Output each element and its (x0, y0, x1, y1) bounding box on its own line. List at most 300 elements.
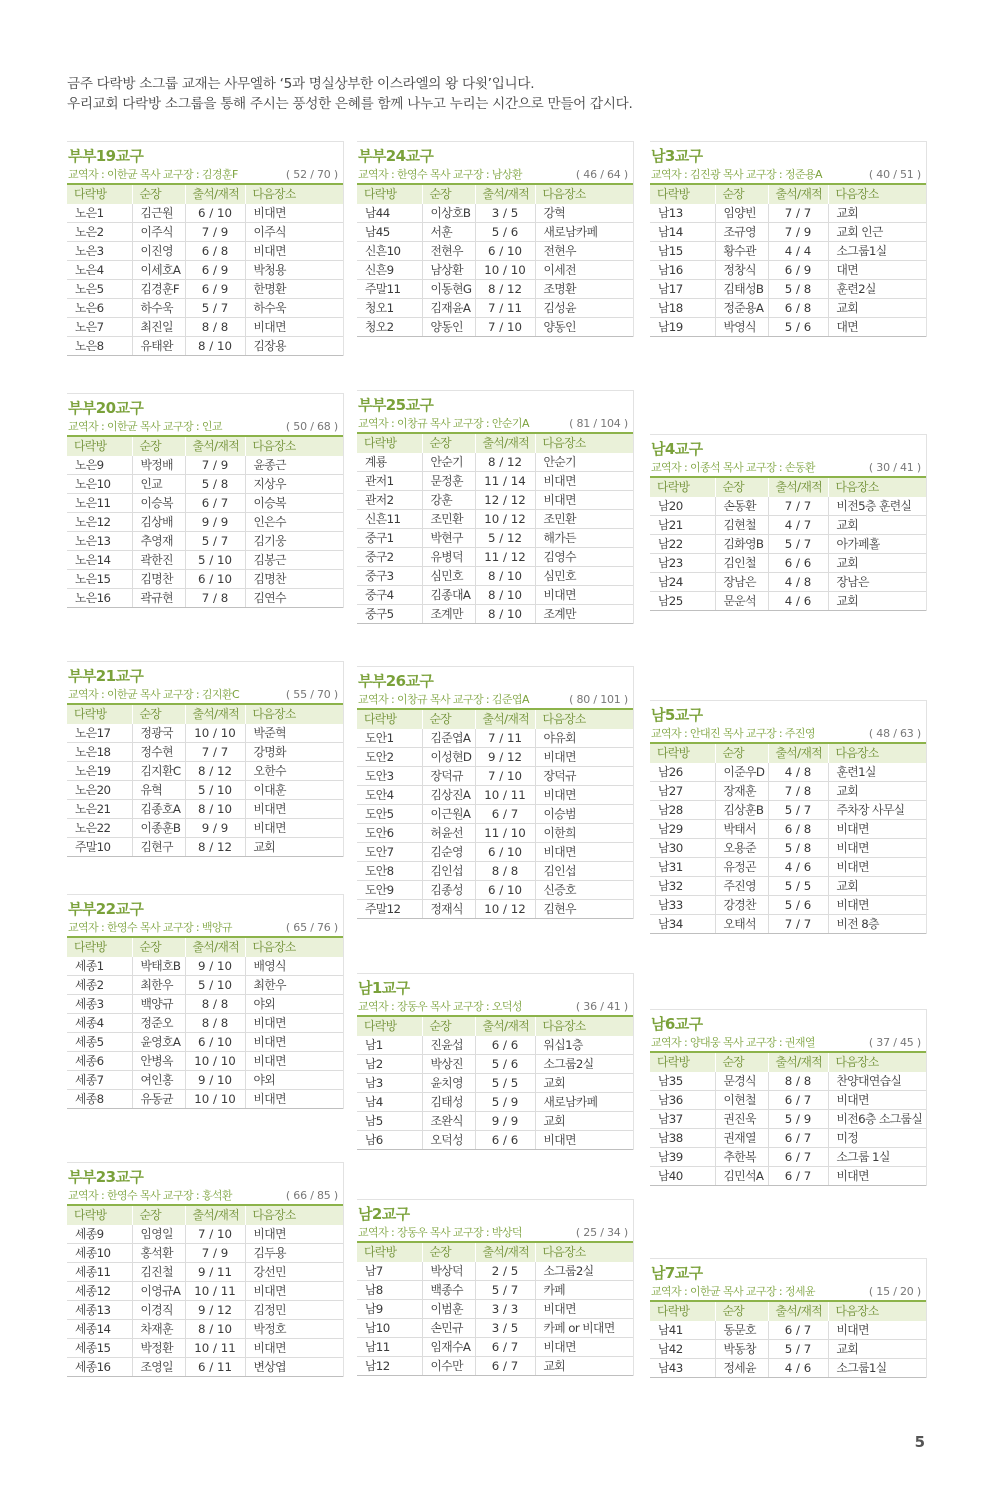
table-row (650, 877, 926, 896)
cell-next-place: 훈련1실 (828, 763, 926, 782)
cell-attendance: 8 / 10 (475, 605, 535, 624)
cell-attendance: 6 / 11 (185, 1358, 245, 1377)
cell-group: 남19 (650, 318, 715, 337)
column-header: 출석/재적 (185, 704, 245, 724)
cell-group: 남13 (650, 204, 715, 223)
cell-attendance: 5 / 7 (185, 532, 245, 551)
cell-group: 노은15 (67, 570, 132, 589)
column-header: 출석/재적 (475, 709, 535, 729)
cell-next-place: 비대면 (828, 896, 926, 915)
cell-group: 세종4 (67, 1014, 132, 1033)
column-header: 다음장소 (828, 1301, 926, 1321)
cell-group: 주말12 (357, 900, 422, 919)
cell-group: 세종11 (67, 1263, 132, 1282)
cell-group: 남26 (650, 763, 715, 782)
table-row (357, 605, 633, 624)
cell-next-place: 비대면 (828, 1321, 926, 1340)
cell-leader: 이성현D (422, 748, 475, 767)
table-row (357, 881, 633, 900)
cell-next-place: 이대훈 (245, 781, 343, 800)
column-header: 순장 (132, 436, 185, 456)
district-leaders: 교역자 : 김진광 목사 교구장 : 정준용A (651, 168, 822, 181)
table-header-row (650, 184, 926, 204)
district-table (357, 183, 633, 337)
table-row (357, 1281, 633, 1300)
cell-next-place: 비대면 (245, 1052, 343, 1071)
cell-attendance: 4 / 4 (768, 242, 828, 261)
table-row (67, 589, 343, 608)
cell-group: 남9 (357, 1300, 422, 1319)
table-header-row (67, 704, 343, 724)
cell-next-place: 교회 (828, 877, 926, 896)
table-row (67, 1225, 343, 1244)
table-row (650, 516, 926, 535)
cell-next-place: 소그룹2실 (535, 1262, 633, 1281)
cell-next-place: 김정민 (245, 1301, 343, 1320)
cell-next-place: 하수욱 (245, 299, 343, 318)
table-row (357, 529, 633, 548)
cell-next-place: 교회 (245, 838, 343, 857)
table-row (357, 242, 633, 261)
table-row (67, 838, 343, 857)
cell-group: 남30 (650, 839, 715, 858)
cell-next-place: 비대면 (245, 1282, 343, 1301)
cell-leader: 김인철 (715, 554, 768, 573)
cell-leader: 백양규 (132, 995, 185, 1014)
cell-attendance: 6 / 6 (475, 1131, 535, 1150)
table-row (67, 1339, 343, 1358)
cell-attendance: 5 / 6 (768, 318, 828, 337)
table-row (650, 1072, 926, 1091)
column-header: 출석/재적 (768, 1301, 828, 1321)
cell-next-place: 김연수 (245, 589, 343, 608)
cell-attendance: 5 / 7 (768, 535, 828, 554)
cell-attendance: 5 / 7 (475, 1281, 535, 1300)
district-meta (357, 166, 633, 183)
cell-attendance: 6 / 10 (475, 242, 535, 261)
table-row (357, 472, 633, 491)
table-row (67, 1320, 343, 1339)
cell-next-place: 대면 (828, 318, 926, 337)
column-header: 출석/재적 (475, 1016, 535, 1036)
cell-leader: 조계만 (422, 605, 475, 624)
district-group (650, 141, 927, 337)
cell-leader: 김경훈F (132, 280, 185, 299)
cell-leader: 김상배 (132, 513, 185, 532)
cell-attendance: 8 / 12 (185, 762, 245, 781)
cell-next-place: 비대면 (245, 1033, 343, 1052)
cell-attendance: 6 / 7 (768, 1091, 828, 1110)
cell-attendance: 6 / 7 (768, 1129, 828, 1148)
cell-group: 노은6 (67, 299, 132, 318)
cell-leader: 최진일 (132, 318, 185, 337)
district-group (357, 1199, 634, 1376)
cell-leader: 조완식 (422, 1112, 475, 1131)
cell-leader: 김준엽A (422, 729, 475, 748)
table-header-row (67, 1205, 343, 1225)
table-row (67, 513, 343, 532)
cell-leader: 손민규 (422, 1319, 475, 1338)
cell-next-place: 이승범 (535, 805, 633, 824)
cell-next-place: 비대면 (535, 786, 633, 805)
cell-next-place: 비대면 (828, 858, 926, 877)
intro-text (67, 74, 947, 114)
cell-group: 남7 (357, 1262, 422, 1281)
cell-attendance: 6 / 7 (185, 494, 245, 513)
table-row (67, 800, 343, 819)
district-group (357, 973, 634, 1150)
cell-attendance: 11 / 12 (475, 548, 535, 567)
table-row (650, 1129, 926, 1148)
cell-attendance: 4 / 6 (768, 858, 828, 877)
cell-group: 신흔9 (357, 261, 422, 280)
district-title: 남4교구 (651, 440, 703, 458)
cell-leader: 김근원 (132, 204, 185, 223)
cell-next-place: 비전5층 훈련실 (828, 497, 926, 516)
cell-leader: 이현철 (715, 1091, 768, 1110)
table-row (357, 1300, 633, 1319)
table-row (650, 573, 926, 592)
table-row (67, 1052, 343, 1071)
district-leaders: 교역자 : 이한균 목사 교구장 : 정세윤 (651, 1285, 815, 1298)
column-header: 순장 (422, 1016, 475, 1036)
table-row (67, 532, 343, 551)
cell-leader: 여인홍 (132, 1071, 185, 1090)
district-table (357, 1241, 633, 1376)
table-row (650, 204, 926, 223)
cell-attendance: 6 / 7 (475, 1338, 535, 1357)
cell-group: 남45 (357, 223, 422, 242)
table-row (650, 299, 926, 318)
cell-leader: 이영규A (132, 1282, 185, 1301)
cell-next-place: 아가페홀 (828, 535, 926, 554)
cell-attendance: 7 / 7 (768, 204, 828, 223)
table-row (357, 1131, 633, 1150)
column-header: 순장 (132, 937, 185, 957)
cell-leader: 곽한진 (132, 551, 185, 570)
table-row (357, 824, 633, 843)
district-leaders: 교역자 : 이창규 목사 교구장 : 김준엽A (358, 693, 529, 706)
cell-group: 노은18 (67, 743, 132, 762)
cell-attendance: 7 / 9 (185, 223, 245, 242)
cell-leader: 김태성B (715, 280, 768, 299)
column-header: 다음장소 (828, 477, 926, 497)
cell-leader: 윤치영 (422, 1074, 475, 1093)
cell-group: 관저2 (357, 491, 422, 510)
cell-group: 노은2 (67, 223, 132, 242)
column-header: 다음장소 (535, 1242, 633, 1262)
cell-leader: 김상진A (422, 786, 475, 805)
table-row (357, 805, 633, 824)
cell-leader: 조규영 (715, 223, 768, 242)
district-title: 부부26교구 (358, 672, 434, 690)
cell-next-place: 비대면 (245, 1225, 343, 1244)
cell-group: 남1 (357, 1036, 422, 1055)
cell-next-place: 비대면 (245, 318, 343, 337)
cell-attendance: 8 / 10 (185, 800, 245, 819)
table-row (67, 1071, 343, 1090)
cell-attendance: 11 / 14 (475, 472, 535, 491)
column-header: 출석/재적 (768, 184, 828, 204)
cell-leader: 오덕성 (422, 1131, 475, 1150)
cell-group: 남44 (357, 204, 422, 223)
cell-next-place: 비대면 (245, 204, 343, 223)
cell-group: 남20 (650, 497, 715, 516)
district-group (650, 434, 927, 611)
table-row (67, 570, 343, 589)
cell-next-place: 비대면 (245, 1014, 343, 1033)
cell-group: 노은11 (67, 494, 132, 513)
cell-group: 청오2 (357, 318, 422, 337)
district-attendance-total: ( 55 / 70 ) (285, 688, 338, 701)
cell-next-place: 윤종근 (245, 456, 343, 475)
column-header: 다음장소 (535, 1016, 633, 1036)
district-attendance-total: ( 48 / 63 ) (868, 727, 921, 740)
table-row (357, 280, 633, 299)
cell-group: 남21 (650, 516, 715, 535)
district-attendance-total: ( 46 / 64 ) (575, 168, 628, 181)
cell-group: 남29 (650, 820, 715, 839)
cell-next-place: 박청용 (245, 261, 343, 280)
cell-group: 남3 (357, 1074, 422, 1093)
cell-group: 도안9 (357, 881, 422, 900)
cell-leader: 김인섭 (422, 862, 475, 881)
table-row (650, 1148, 926, 1167)
district-group (67, 894, 344, 1109)
cell-leader: 유병덕 (422, 548, 475, 567)
table-row (357, 1055, 633, 1074)
table-row (67, 1014, 343, 1033)
cell-attendance: 6 / 9 (185, 261, 245, 280)
cell-group: 남37 (650, 1110, 715, 1129)
table-row (67, 819, 343, 838)
cell-leader: 이근원A (422, 805, 475, 824)
cell-group: 신흔10 (357, 242, 422, 261)
cell-attendance: 9 / 10 (185, 957, 245, 976)
cell-next-place: 카페 (535, 1281, 633, 1300)
cell-leader: 김지환C (132, 762, 185, 781)
cell-leader: 박정배 (132, 456, 185, 475)
district-group (67, 393, 344, 608)
cell-attendance: 11 / 10 (475, 824, 535, 843)
district-meta (650, 1283, 926, 1300)
cell-leader: 박동창 (715, 1340, 768, 1359)
district-meta (357, 998, 633, 1015)
cell-group: 중구4 (357, 586, 422, 605)
cell-next-place: 새로남카페 (535, 223, 633, 242)
cell-group: 노은1 (67, 204, 132, 223)
cell-leader: 박태서 (715, 820, 768, 839)
cell-leader: 전현우 (422, 242, 475, 261)
district-table (67, 703, 343, 857)
cell-leader: 이종훈B (132, 819, 185, 838)
cell-group: 노은19 (67, 762, 132, 781)
cell-next-place: 소그룹1실 (828, 242, 926, 261)
cell-attendance: 10 / 10 (475, 261, 535, 280)
table-row (67, 551, 343, 570)
cell-next-place: 김봉근 (245, 551, 343, 570)
cell-leader: 박정환 (132, 1339, 185, 1358)
cell-leader: 이진영 (132, 242, 185, 261)
cell-next-place: 이승복 (245, 494, 343, 513)
cell-group: 주말10 (67, 838, 132, 857)
cell-group: 세종12 (67, 1282, 132, 1301)
cell-attendance: 7 / 10 (475, 767, 535, 786)
cell-group: 중구1 (357, 529, 422, 548)
table-row (357, 510, 633, 529)
cell-next-place: 카페 or 비대면 (535, 1319, 633, 1338)
cell-leader: 정세윤 (715, 1359, 768, 1378)
district-attendance-total: ( 25 / 34 ) (575, 1226, 628, 1239)
district-meta (357, 415, 633, 432)
column-header: 다음장소 (828, 184, 926, 204)
district-title: 부부23교구 (68, 1168, 144, 1186)
table-row (650, 261, 926, 280)
cell-leader: 유동균 (132, 1090, 185, 1109)
cell-group: 노은5 (67, 280, 132, 299)
table-row (357, 900, 633, 919)
district-title: 부부22교구 (68, 900, 144, 918)
district-table (650, 742, 926, 934)
district-attendance-total: ( 40 / 51 ) (868, 168, 921, 181)
cell-group: 남16 (650, 261, 715, 280)
district-group (67, 141, 344, 356)
cell-attendance: 7 / 10 (185, 1225, 245, 1244)
cell-group: 노은17 (67, 724, 132, 743)
column-header: 순장 (715, 1301, 768, 1321)
cell-leader: 권재열 (715, 1129, 768, 1148)
column-header: 다락방 (357, 709, 422, 729)
cell-leader: 추영재 (132, 532, 185, 551)
district-title: 남2교구 (358, 1205, 410, 1223)
cell-attendance: 7 / 11 (475, 299, 535, 318)
table-header-row (357, 1016, 633, 1036)
district-leaders: 교역자 : 이종석 목사 교구장 : 손동환 (651, 461, 815, 474)
cell-next-place: 김성윤 (535, 299, 633, 318)
table-row (357, 318, 633, 337)
cell-group: 남10 (357, 1319, 422, 1338)
cell-next-place: 비전6층 소그룹실 (828, 1110, 926, 1129)
cell-attendance: 5 / 9 (475, 1093, 535, 1112)
cell-next-place: 안순기 (535, 453, 633, 472)
table-row (650, 1359, 926, 1378)
column-header: 순장 (422, 709, 475, 729)
cell-attendance: 9 / 12 (185, 1301, 245, 1320)
table-row (67, 223, 343, 242)
cell-attendance: 5 / 6 (475, 223, 535, 242)
column-header: 다락방 (67, 704, 132, 724)
cell-group: 도안5 (357, 805, 422, 824)
table-row (357, 1319, 633, 1338)
table-header-row (650, 1301, 926, 1321)
table-row (650, 1340, 926, 1359)
cell-attendance: 9 / 9 (185, 513, 245, 532)
cell-group: 세종13 (67, 1301, 132, 1320)
column-header: 다락방 (357, 1016, 422, 1036)
cell-group: 세종3 (67, 995, 132, 1014)
cell-group: 중구5 (357, 605, 422, 624)
column-header: 다음장소 (535, 433, 633, 453)
column-header: 출석/재적 (185, 436, 245, 456)
cell-leader: 김종호A (132, 800, 185, 819)
table-row (650, 839, 926, 858)
cell-next-place: 주차장 사무실 (828, 801, 926, 820)
cell-attendance: 7 / 7 (768, 915, 828, 934)
cell-next-place: 야외 (245, 995, 343, 1014)
cell-next-place: 변상엽 (245, 1358, 343, 1377)
column-header: 다락방 (357, 184, 422, 204)
cell-attendance: 6 / 8 (768, 820, 828, 839)
table-row (357, 729, 633, 748)
cell-next-place: 신증호 (535, 881, 633, 900)
table-row (650, 242, 926, 261)
cell-attendance: 4 / 7 (768, 516, 828, 535)
cell-attendance: 3 / 5 (475, 204, 535, 223)
table-row (67, 781, 343, 800)
cell-attendance: 8 / 12 (475, 453, 535, 472)
cell-group: 청오1 (357, 299, 422, 318)
column-header: 순장 (132, 1205, 185, 1225)
cell-leader: 조영일 (132, 1358, 185, 1377)
cell-group: 남25 (650, 592, 715, 611)
cell-next-place: 조명환 (535, 280, 633, 299)
cell-next-place: 배영식 (245, 957, 343, 976)
table-row (357, 548, 633, 567)
cell-group: 남5 (357, 1112, 422, 1131)
table-row (357, 491, 633, 510)
cell-group: 남36 (650, 1091, 715, 1110)
table-row (67, 976, 343, 995)
district-table (357, 708, 633, 919)
table-row (357, 567, 633, 586)
cell-attendance: 7 / 8 (768, 782, 828, 801)
cell-attendance: 4 / 8 (768, 763, 828, 782)
cell-group: 남31 (650, 858, 715, 877)
column-header: 출석/재적 (475, 433, 535, 453)
cell-attendance: 6 / 10 (475, 881, 535, 900)
table-row (650, 820, 926, 839)
column-header: 출석/재적 (768, 477, 828, 497)
cell-group: 남35 (650, 1072, 715, 1091)
cell-next-place: 비대면 (828, 839, 926, 858)
district-table (67, 936, 343, 1109)
cell-attendance: 6 / 10 (475, 843, 535, 862)
table-row (67, 1244, 343, 1263)
column-header: 다락방 (650, 743, 715, 763)
table-header-row (357, 1242, 633, 1262)
cell-attendance: 5 / 6 (768, 896, 828, 915)
district-meta (650, 166, 926, 183)
cell-next-place: 양동인 (535, 318, 633, 337)
cell-leader: 백종수 (422, 1281, 475, 1300)
district-title: 남6교구 (651, 1015, 703, 1033)
cell-leader: 윤영호A (132, 1033, 185, 1052)
column-header: 순장 (422, 184, 475, 204)
cell-group: 남42 (650, 1340, 715, 1359)
cell-next-place: 야유회 (535, 729, 633, 748)
cell-next-place: 장남은 (828, 573, 926, 592)
cell-next-place: 심민호 (535, 567, 633, 586)
column-header: 다음장소 (828, 743, 926, 763)
cell-attendance: 5 / 9 (768, 1110, 828, 1129)
cell-next-place: 김장용 (245, 337, 343, 356)
cell-leader: 인교 (132, 475, 185, 494)
table-row (650, 896, 926, 915)
table-row (67, 1282, 343, 1301)
cell-next-place: 비대면 (535, 1338, 633, 1357)
cell-attendance: 5 / 8 (185, 475, 245, 494)
cell-group: 세종6 (67, 1052, 132, 1071)
